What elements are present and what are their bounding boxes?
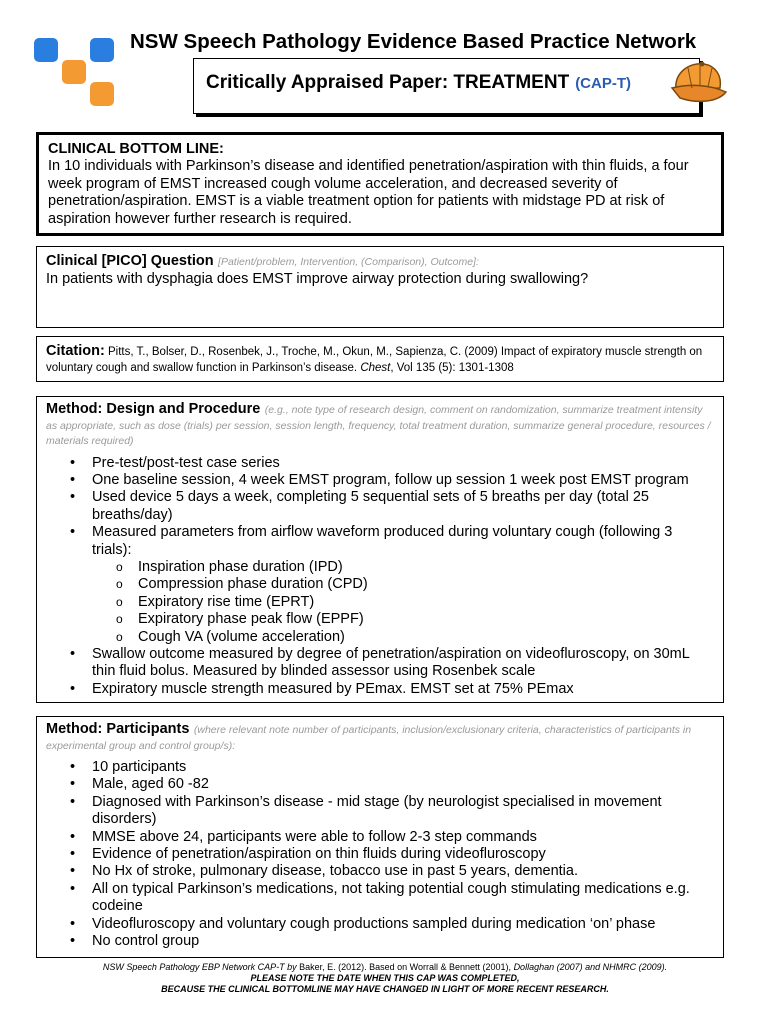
method-sublist <box>92 559 715 646</box>
list-item: • Swallow outcome measured by degree of penetration/aspiration on videofluroscopy, on 30mL thin fluid bolus. Measured by blinded assessor using Rosenbek scale <box>92 646 715 681</box>
pico-heading: Clinical [PICO] Question <box>46 253 214 269</box>
clinical-bottom-line-heading: CLINICAL BOTTOM LINE: <box>48 141 224 157</box>
citation-authors: Pitts, T., Bolser, D., Rosenbek, J., Troche, M., Okun, M., Sapienza, C. (2009) Impact of expiratory muscle strength on voluntary cough and swallow function in Parkinson’s disease. <box>46 346 703 374</box>
list-item: • Diagnosed with Parkinson’s disease - mid stage (by neurologist specialised in movement disorders) <box>92 794 715 829</box>
list-item: • No control group <box>92 933 715 950</box>
list-item: • 10 participants <box>92 759 715 776</box>
participants-list <box>46 759 715 950</box>
orange-cap-icon <box>668 58 728 110</box>
footer-credit-a: NSW Speech Pathology EBP Network CAP-T by <box>102 962 297 972</box>
pico-heading-line <box>46 252 715 271</box>
list-item: • Expiratory muscle strength measured by PEmax. EMST set at 75% PEmax <box>92 681 715 698</box>
sub-list-item: o Inspiration phase duration (IPD) <box>138 559 715 576</box>
footer-credit <box>0 962 770 972</box>
footer-note-line-2: BECAUSE THE CLINICAL BOTTOMLINE MAY HAVE CHANGED IN LIGHT OF MORE RECENT RESEARCH. <box>161 984 609 994</box>
footer-credit-b: Baker, E. (2012). Based on Worrall & Bennett (2001), <box>296 962 514 972</box>
method-list <box>46 455 715 699</box>
list-item: • Pre-test/post-test case series <box>92 455 715 472</box>
network-logo <box>34 38 118 104</box>
citation-details: , Vol 135 (5): 1301-1308 <box>390 362 514 374</box>
footer-note-line-1: PLEASE NOTE THE DATE WHEN THIS CAP WAS COMPLETED, <box>250 973 520 983</box>
sub-list-item: o Cough VA (volume acceleration) <box>138 629 715 646</box>
logo-square-blue-right <box>90 38 114 62</box>
sub-list-item: o Expiratory phase peak flow (EPPF) <box>138 611 715 628</box>
method-participants-box <box>36 716 724 958</box>
participants-heading-line <box>46 722 715 753</box>
page-title: NSW Speech Pathology Evidence Based Practice Network <box>130 30 697 53</box>
list-item: • Videofluroscopy and voluntary cough productions sampled during medication ‘on’ phase <box>92 916 715 933</box>
citation-journal: Chest <box>360 362 391 374</box>
method-heading-line <box>46 402 715 449</box>
logo-square-orange-right <box>90 82 114 106</box>
sub-list-item: o Compression phase duration (CPD) <box>138 576 715 593</box>
clinical-bottom-line-box <box>36 132 724 236</box>
pico-question-text: In patients with dysphagia does EMST improve airway protection during swallowing? <box>46 271 589 287</box>
list-item: • Used device 5 days a week, completing 5 sequential sets of 5 breaths per day (total 25 breaths/day) <box>92 489 715 524</box>
list-item: • MMSE above 24, participants were able to follow 2-3 step commands <box>92 829 715 846</box>
clinical-bottom-line-text: In 10 individuals with Parkinson’s disease and identified penetration/aspiration with thin fluids, a four week program of EMST increased cough volume acceleration, and decreased severity of penetration/aspiration. EMST is a viable treatment option for patients with midstage PD at risk of aspiration however further research is required. <box>48 158 689 227</box>
list-item: • One baseline session, 4 week EMST program, follow up session 1 week post EMST program <box>92 472 715 489</box>
method-design-box <box>36 396 724 703</box>
footer-credit-c: Dollaghan (2007) and NHMRC (2009). <box>513 962 668 972</box>
participants-heading: Method: Participants <box>46 721 190 737</box>
citation-heading: Citation: <box>46 343 105 359</box>
subtitle-text: Critically Appraised Paper: TREATMENT <box>206 72 570 93</box>
subtitle-code: (CAP-T) <box>575 75 632 92</box>
participants-hint: (where relevant note number of participants, inclusion/exclusionary criteria, characteristics of participants in experimental group and control group/s): <box>46 724 692 752</box>
list-item-text: Measured parameters from airflow waveform produced during voluntary cough (following 3 trials): <box>92 524 673 558</box>
list-item <box>92 524 715 646</box>
logo-square-blue-left <box>34 38 58 62</box>
citation-box <box>36 336 724 382</box>
list-item: • All on typical Parkinson’s medications, not taking potential cough stimulating medications e.g. codeine <box>92 881 715 916</box>
citation-text <box>46 343 715 376</box>
sub-list-item: o Expiratory rise time (EPRT) <box>138 594 715 611</box>
list-item: • Evidence of penetration/aspiration on thin fluids during videofluroscopy <box>92 846 715 863</box>
method-heading: Method: Design and Procedure <box>46 401 261 417</box>
method-hint: (e.g., note type of research design, comment on randomization, summarize treatment intensity as appropriate, such as dose (trials) per session, session length, frequency, total treatment duration, summarize general procedure, resources / materials required) <box>46 404 711 447</box>
pico-hint: [Patient/problem, Intervention, (Comparison), Outcome]: <box>218 256 479 268</box>
subtitle <box>206 72 631 94</box>
list-item: • No Hx of stroke, pulmonary disease, tobacco use in past 5 years, dementia. <box>92 863 715 880</box>
logo-square-orange-left <box>62 60 86 84</box>
pico-question-box <box>36 246 724 328</box>
list-item: • Male, aged 60 -82 <box>92 776 715 793</box>
